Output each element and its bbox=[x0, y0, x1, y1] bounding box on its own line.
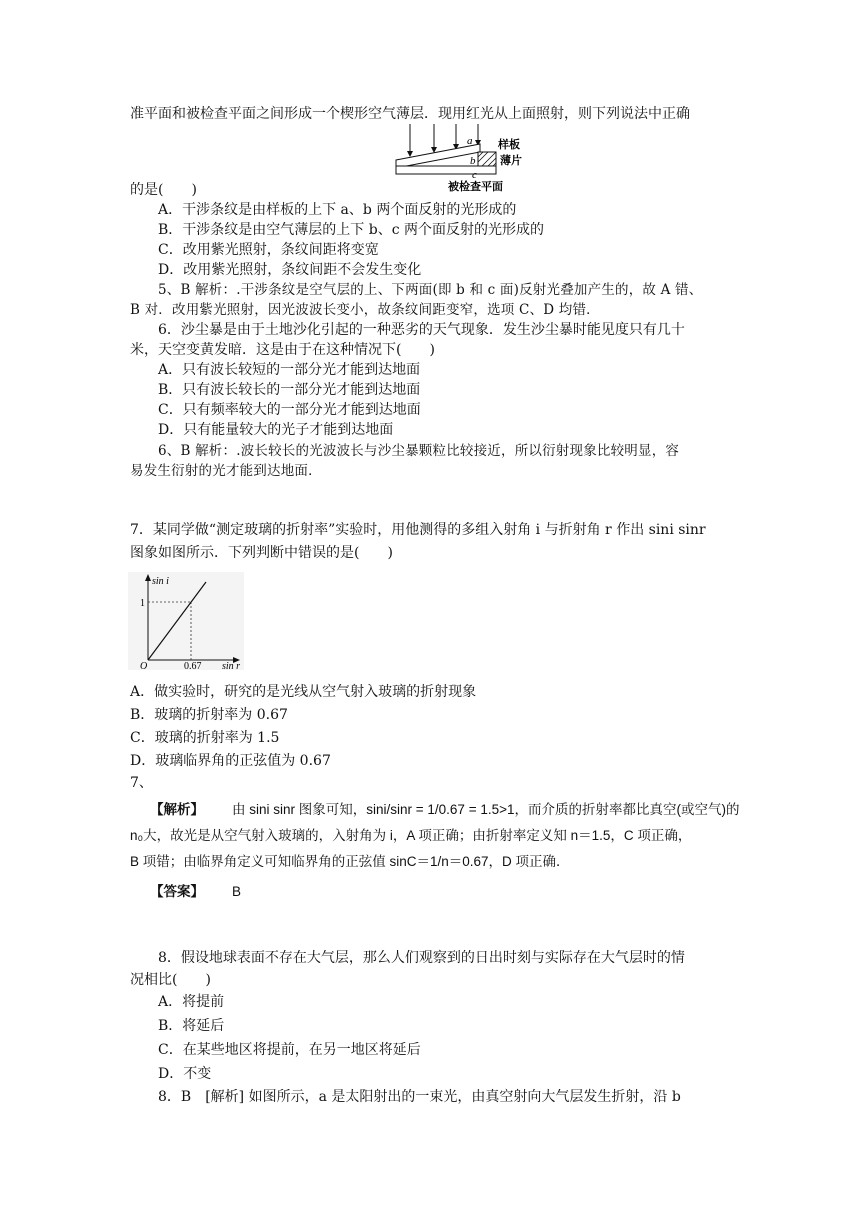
q7-option-d: D．玻璃临界角的正弦值为 0.67 bbox=[130, 753, 331, 769]
label-b: b bbox=[470, 155, 476, 167]
sini-sinr-graph bbox=[128, 572, 244, 670]
q5-stem-line2: 的是( ) bbox=[130, 182, 197, 198]
x-axis-label: sin r bbox=[222, 661, 241, 670]
q7-option-a: A．做实验时，研究的是光线从空气射入玻璃的折射现象 bbox=[130, 684, 477, 700]
q6-option-c: C．只有频率较大的一部分光才能到达地面 bbox=[158, 402, 421, 418]
q6-option-a: A．只有波长较短的一部分光才能到达地面 bbox=[158, 362, 421, 378]
wedge-air-film-diagram bbox=[392, 122, 542, 194]
q7-analysis-tag: 【解析】 bbox=[150, 802, 204, 817]
q8-stem-line1: 8．假设地球表面不存在大气层，那么人们观察到的日出时刻与实际存在大气层时的情 bbox=[158, 950, 685, 966]
label-base: 被检查平面 bbox=[448, 181, 503, 193]
q8-option-c: C．在某些地区将提前，在另一地区将延后 bbox=[158, 1042, 421, 1058]
q7-analysis-line1: 由 sini sinr 图象可知，sini/sinr = 1/0.67 = 1.5>1，而介质的折射率都比真空(或空气)的 bbox=[232, 802, 740, 817]
q5-option-c: C．改用紫光照射，条纹间距将变宽 bbox=[158, 242, 379, 258]
q6-answer-line2: 易发生衍射的光才能到达地面． bbox=[130, 463, 322, 479]
q5-option-a: A．干涉条纹是由样板的上下 a、b 两个面反射的光形成的 bbox=[158, 202, 517, 218]
y-axis-label: sin i bbox=[152, 576, 169, 587]
origin-label: O bbox=[140, 661, 148, 670]
q7-option-b: B．玻璃的折射率为 0.67 bbox=[130, 707, 288, 723]
q5-answer-line1: 5、B 解析：.干涉条纹是空气层的上、下两面(即 b 和 c 面)反射光叠加产生的，故 A 错、 bbox=[158, 282, 703, 298]
q8-option-b: B．将延后 bbox=[158, 1018, 225, 1034]
q7-stem-line2: 图象如图所示．下列判断中错误的是( ) bbox=[130, 545, 393, 561]
q6-answer-line1: 6、B 解析：.波长较长的光波波长与沙尘暴颗粒比较接近，所以衍射现象比较明显，容 bbox=[158, 443, 680, 459]
q5-option-b: B．干涉条纹是由空气薄层的上下 b、c 两个面反射的光形成的 bbox=[158, 222, 544, 238]
q7-analysis-line2: n₀大，故光是从空气射入玻璃的，入射角为 i，A 项正确；由折射率定义知 n＝1.5，C 项正确， bbox=[130, 828, 692, 843]
x-tick-067: 0.67 bbox=[184, 661, 202, 670]
q6-stem-line2: 米，天空变黄发暗．这是由于在这种情况下( ) bbox=[130, 342, 435, 358]
q6-option-d: D．只有能量较大的光子才能到达地面 bbox=[158, 422, 394, 438]
q7-answer-tag: 【答案】 bbox=[150, 884, 204, 899]
label-shim: 薄片 bbox=[500, 155, 522, 167]
label-a: a bbox=[467, 135, 473, 147]
q7-answer-value: B bbox=[232, 884, 242, 899]
q7-answer-number: 7、 bbox=[130, 775, 153, 791]
label-plate: 样板 bbox=[498, 139, 520, 151]
q7-option-c: C．玻璃的折射率为 1.5 bbox=[130, 730, 280, 746]
y-tick-1: 1 bbox=[140, 598, 145, 609]
q8-stem-line2: 况相比( ) bbox=[130, 972, 211, 988]
q5-stem-line1: 准平面和被检查平面之间形成一个楔形空气薄层．现用红光从上面照射，则下列说法中正确 bbox=[130, 106, 690, 122]
q7-stem-line1: 7．某同学做“测定玻璃的折射率”实验时，用他测得的多组入射角 i 与折射角 r 作出 sini sinr bbox=[130, 522, 706, 538]
q8-option-d: D．不变 bbox=[158, 1066, 212, 1082]
q6-stem-line1: 6．沙尘暴是由于土地沙化引起的一种恶劣的天气现象．发生沙尘暴时能见度只有几十 bbox=[158, 322, 685, 338]
q6-option-b: B．只有波长较长的一部分光才能到达地面 bbox=[158, 382, 421, 398]
q5-option-d: D．改用紫光照射，条纹间距不会发生变化 bbox=[158, 262, 422, 278]
q7-analysis-line3: B 项错；由临界角定义可知临界角的正弦值 sinC＝1/n＝0.67，D 项正确． bbox=[130, 854, 570, 869]
q5-answer-line2: B 对．改用紫光照射，因光波波长变小，故条纹间距变窄，选项 C、D 均错． bbox=[130, 302, 600, 318]
q8-option-a: A．将提前 bbox=[158, 994, 225, 1010]
label-c: c bbox=[472, 169, 477, 181]
q8-answer-line1: 8．B [解析] 如图所示，a 是太阳射出的一束光，由真空射向大气层发生折射，沿 b bbox=[158, 1089, 681, 1105]
